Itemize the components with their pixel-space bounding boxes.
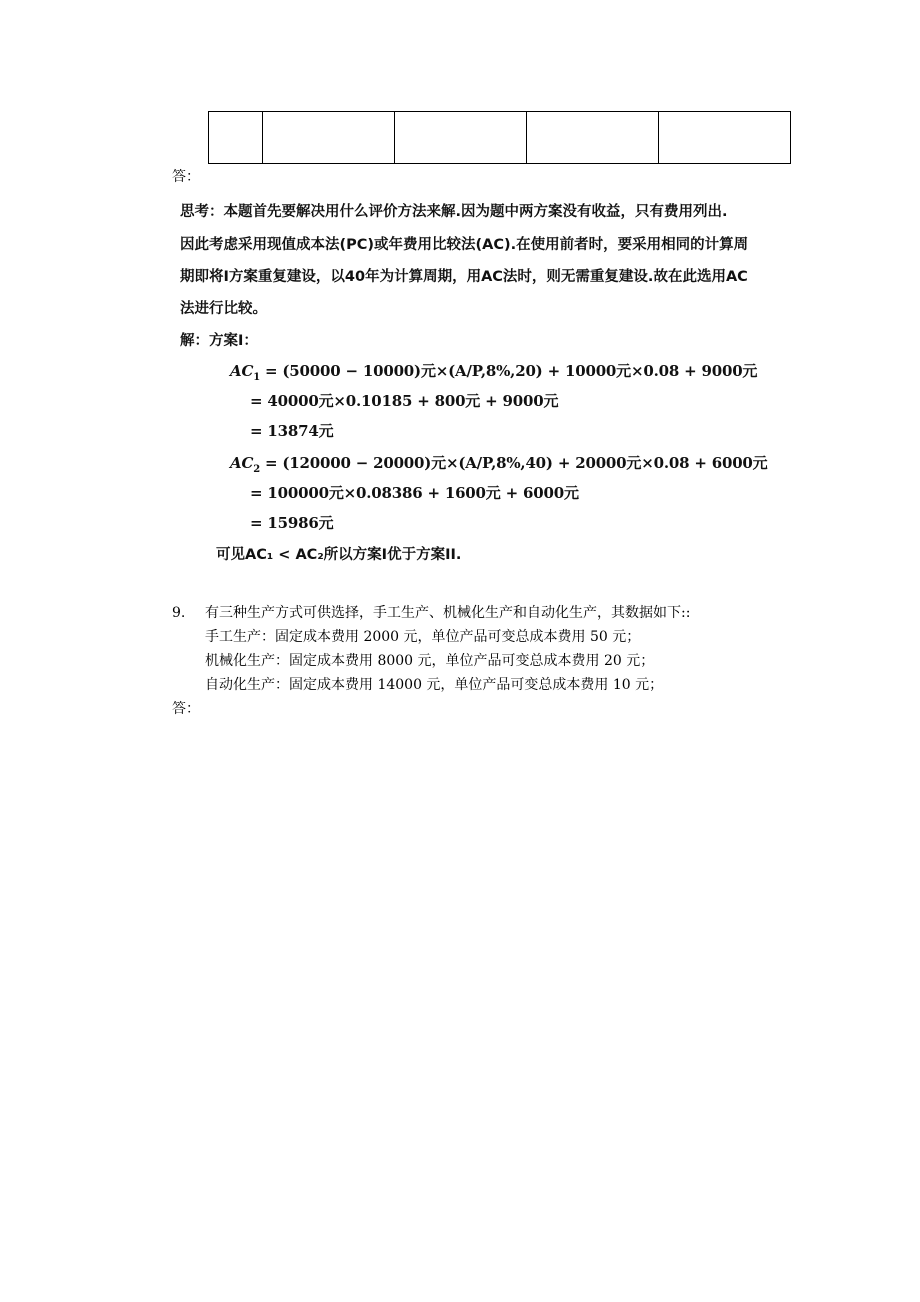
table-cell xyxy=(209,112,263,164)
solution-heading: 解：方案I： xyxy=(180,333,258,349)
table-cell xyxy=(263,112,395,164)
answer-label: 答： xyxy=(172,169,200,185)
thinking-line-2: 因此考虑采用现值成本法(PC)或年费用比较法(AC).在使用前者时，要采用相同的计算周 xyxy=(180,237,749,253)
manual-production: 手工生产：固定成本费用 2000 元，单位产品可变总成本费用 50 元； xyxy=(205,629,641,645)
ac1-result: = 13874元 xyxy=(250,422,334,440)
ac1-step-2: = 40000元×0.10185 + 800元 + 9000元 xyxy=(250,392,559,410)
table-cell xyxy=(527,112,659,164)
ac1-expression: = (50000 − 10000)元×(A/P,8%,20) + 10000元×0.08 + 9000元 xyxy=(259,362,758,380)
conclusion: 可见AC₁ < AC₂所以方案I优于方案II. xyxy=(216,547,462,563)
question-number: 9. xyxy=(172,605,186,621)
ac1-symbol: AC xyxy=(230,362,254,380)
table-row xyxy=(209,112,791,164)
thinking-line-4: 法进行比较。 xyxy=(180,301,267,317)
blank-table xyxy=(208,111,791,164)
ac2-step-2: = 100000元×0.08386 + 1600元 + 6000元 xyxy=(250,484,579,502)
mechanized-production: 机械化生产：固定成本费用 8000 元，单位产品可变总成本费用 20 元； xyxy=(205,653,655,669)
ac2-equation xyxy=(230,452,767,475)
ac1-equation xyxy=(230,360,757,383)
thinking-line-1: 思考：本题首先要解决用什么评价方法来解.因为题中两方案没有收益，只有费用列出. xyxy=(180,204,728,220)
question-text: 有三种生产方式可供选择，手工生产、机械化生产和自动化生产，其数据如下:: xyxy=(205,605,691,621)
ac2-expression: = (120000 − 20000)元×(A/P,8%,40) + 20000元×0.08 + 6000元 xyxy=(259,454,768,472)
ac1-subscript: 1 xyxy=(253,372,260,383)
ac2-symbol: AC xyxy=(230,454,254,472)
answer-label: 答： xyxy=(172,701,200,717)
thinking-line-3: 期即将I方案重复建设，以40年为计算周期，用AC法时，则无需重复建设.故在此选用AC xyxy=(180,269,748,285)
table-cell xyxy=(395,112,527,164)
ac2-subscript: 2 xyxy=(253,464,260,475)
table-cell xyxy=(659,112,791,164)
automated-production: 自动化生产：固定成本费用 14000 元，单位产品可变总成本费用 10 元； xyxy=(205,677,664,693)
ac2-result: = 15986元 xyxy=(250,514,334,532)
